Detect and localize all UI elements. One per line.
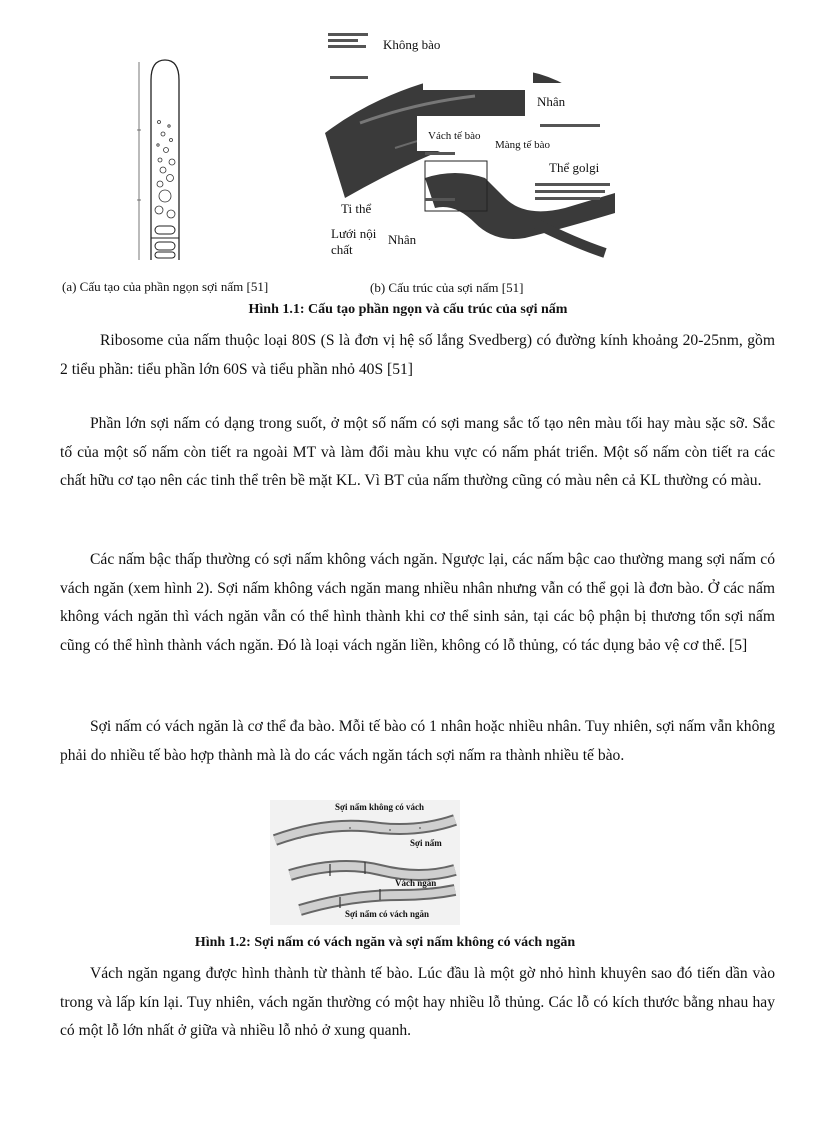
hyphae-drawing <box>270 800 460 925</box>
label-septum: Vách ngăn <box>395 878 437 888</box>
label-hypha: Sợi nấm <box>410 838 442 848</box>
label-nucleus: Nhân <box>537 94 566 109</box>
paragraph-septate-hyphae: Sợi nấm có vách ngăn là cơ thể đa bào. Mỗi tế bào có 1 nhân hoặc nhiều nhân. Tuy nhiên, sợi nấm vẫn không phải do nhiều tế bào hợp thành mà là do các vách ngăn tách sợi nấm ra thành nhiều tế bào. <box>60 718 775 764</box>
paragraph-septum-types: Các nấm bậc thấp thường có sợi nấm không vách ngăn. Ngược lại, các nấm bậc cao thường mang sợi nấm có vách ngăn (xem hình 2). Sợi nấm không vách ngăn mang nhiều nhân nhưng vẫn có thể gọi là đơn bào. Ở các nấm không vách ngăn thì vách ngăn vẫn có thể hình thành khi cơ thể sinh sản, tại các bộ phận bị thương tổn sợi nấm cũng có thể hình thành vách ngăn. Đó là loại vách ngăn liền, không có lỗ thủng, có tác dụng bảo vệ cơ thể. [5] <box>60 551 775 654</box>
figure-1-title: Hình 1.1: Cấu tạo phần ngọn và cấu trúc của sợi nấm <box>248 302 568 317</box>
label-mitochondria: Ti thể <box>341 201 372 216</box>
figure-1a-caption: (a) Cấu tạo của phần ngọn sợi nấm [51] <box>62 279 269 294</box>
figure-1b-hyphal-structure <box>325 28 625 268</box>
label-nucleus-2: Nhân <box>388 232 417 247</box>
paragraph-septum-formation: Vách ngăn ngang được hình thành từ thành tế bào. Lúc đầu là một gờ nhỏ hình khuyên sao đó tiến dần vào trong và lấp kín lại. Tuy nhiên, vách ngăn thường có một hay nhiều lỗ thủng. Các lỗ có kích thước bằng nhau hay có một lỗ lớn nhất ở giữa và nhiều lỗ nhỏ ở xung quanh. <box>60 965 775 1039</box>
label-cell-membrane: Màng tế bào <box>495 139 550 151</box>
paragraph-pigment: Phần lớn sợi nấm có dạng trong suốt, ở một số nấm có sợi mang sắc tố tạo nên màu tối hay màu sặc sỡ. Sắc tố của một số nấm còn tiết ra ngoài MT và làm đổi màu khu vực có nấm phát triển. Một số nấm còn tiết ra các chất hữu cơ tạo nên các tinh thể trên bề mặt KL. Vì BT của nấm thường cũng có màu nên cả KL thường có màu. <box>60 415 775 489</box>
label-aseptate-hypha: Sợi nấm không có vách <box>335 802 425 812</box>
figure-1b-caption: (b) Cấu trúc của sợi nấm [51] <box>370 280 524 295</box>
label-vacuole: Không bào <box>383 37 441 52</box>
figure-2-title: Hình 1.2: Sợi nấm có vách ngăn và sợi nấm không có vách ngăn <box>194 935 576 950</box>
label-septate-hypha: Sợi nấm có vách ngăn <box>345 909 429 919</box>
label-er-line2: chất <box>331 242 353 257</box>
label-golgi: Thể golgi <box>549 160 600 175</box>
label-cell-wall: Vách tế bào <box>428 130 481 142</box>
paragraph-ribosome: Ribosome của nấm thuộc loại 80S (S là đơn vị hệ số lắng Svedberg) có đường kính khoảng 20-25nm, gồm 2 tiểu phần: tiểu phần lớn 60S và tiểu phần nhỏ 40S [51] <box>60 332 775 378</box>
hyphal-tip-drawing <box>125 50 205 265</box>
label-er-line1: Lưới nội <box>331 226 377 241</box>
figure-1a-hyphal-tip <box>125 50 205 265</box>
figure-2-hyphae <box>270 800 460 925</box>
